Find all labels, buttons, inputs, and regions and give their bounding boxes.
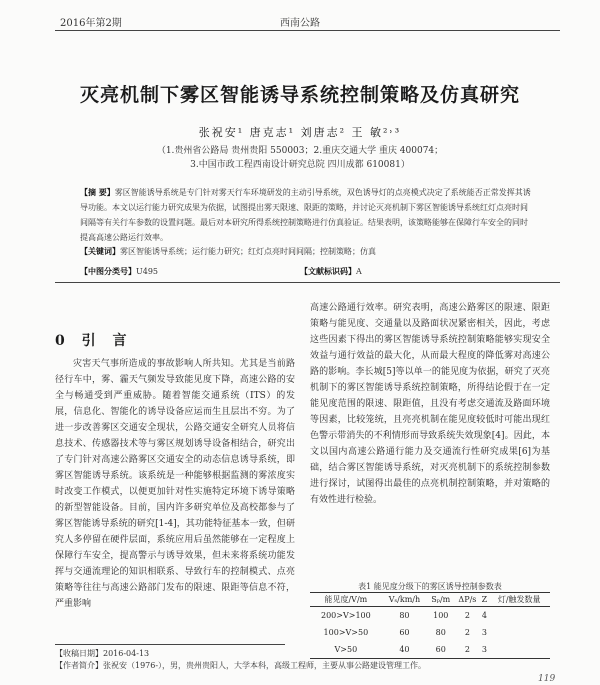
classification-label: 【中图分类号】 xyxy=(80,266,136,276)
table-cell xyxy=(488,641,550,659)
table-header-cell: 灯/触发数量 xyxy=(488,593,550,607)
affiliation-line-2: 3.中国市政工程西南设计研究总院 四川成都 610081） xyxy=(190,160,410,170)
table-cell: V>50 xyxy=(310,641,382,659)
table-caption: 表1 能见度分级下的雾区诱导控制参数表 xyxy=(358,582,502,591)
page-number: 119 xyxy=(538,674,556,684)
table-cell xyxy=(488,607,550,625)
table-cell: 100 xyxy=(433,611,449,620)
table-cell: 60 xyxy=(427,641,454,659)
keywords-text: 雾区智能诱导系统；运行能力研究；红灯点亮时间间隔；控制策略；仿真 xyxy=(120,247,376,256)
table-cell: 4 xyxy=(481,611,487,620)
journal-name: 西南公路 xyxy=(280,18,320,29)
received-date: 【收稿日期】2016-04-13 xyxy=(55,649,150,658)
section-heading xyxy=(55,330,133,350)
table-cell xyxy=(488,624,550,641)
table-row xyxy=(310,624,550,641)
document-code-label: 【文献标识码】 xyxy=(300,266,356,276)
table-cell: 200>V>100 xyxy=(321,611,371,620)
footnote-rule xyxy=(55,644,285,645)
classification-value: U495 xyxy=(136,267,159,276)
header-rule xyxy=(55,30,560,31)
table-cell: 40 xyxy=(382,641,427,659)
left-column xyxy=(55,356,295,612)
table-row xyxy=(310,607,550,625)
parameter-table xyxy=(310,592,550,659)
body-paragraph: 高速公路通行效率。研究表明，高速公路雾区的限速、限距策略与能见度、交通量以及路面状况紧密相关，因此，考虑这些因素下得出的雾区智能诱导系统控制策略能够实现安全效益与通行效益的最大化，从而最大程度的降低雾对高速公路的影响。李长城[5]等以单一的能见度为依据，研究了灭亮机制下的雾区智能诱导系统控制策略，所得结论假于在一定能见度范围的限速、限距值，且没有考虑交通流及路面环境等因素，比较笼统，且亮亮机制在能见度较低时可能出现红色警示带消失的不利情形而导致系统失效现象[4]。因此，本文以国内高速公路通行能力及交通流行性研究成果[6]为基础，结合雾区智能诱导系统，对灭亮机制下的系统控制参数进行探讨，试图得出最佳的点亮机制控制策略，并对策略的有效性进行检验。 xyxy=(310,303,550,505)
table-header-cell: Sₚ/m xyxy=(427,593,454,607)
document-code-value: A xyxy=(356,267,362,276)
affiliation-line-1: （1.贵州省公路局 贵州贵阳 550003；2.重庆交通大学 重庆 400074； xyxy=(156,146,444,156)
table-cell: 80 xyxy=(399,611,410,620)
table-header-row xyxy=(310,593,550,607)
table-cell: 60 xyxy=(399,628,410,637)
table-cell: 2 xyxy=(464,628,470,637)
issue-label: 2016年第2期 xyxy=(60,18,122,29)
abstract-rule xyxy=(55,282,560,283)
section-number: 0 xyxy=(55,333,71,349)
document-code xyxy=(300,266,362,277)
table-header-cell: Z xyxy=(480,593,488,607)
abstract-text: 雾区智能诱导系统是专门针对雾天行车环境研发的主动引导系统，双色诱导灯的点亮模式决定了系统能否正常发挥其诱导功能。本文以运行能力研究成果为依据，试图提出雾天限速、限距的策略，并讨论灭亮机制下雾区智能诱导系统红灯点亮时间间隔等有关行车参数的设置问题。最后对本研究所得系统控制策略进行仿真验证。结果表明，该策略能够在保障行车安全的同时提高高速公路运行效率。 xyxy=(80,188,531,242)
table-cell: 80 xyxy=(435,628,446,637)
body-paragraph: 灾害天气事所造成的事故影响人所共知。尤其是当前路径行车中，雾、霾天气频发导致能见度下降，高速公路的安全与畅通受到严重威胁。随着智能交通系统（ITS）的发展，信息化、智能化的诱导设备应运而生且层出不穷。为了进一步改善雾区交通安全现状，公路交通安全研究人员将信息技术、传感器技术等与雾区规划诱导设备相结合，研究出了专门针对高速公路雾区交通安全的动态信息诱导系统，即雾区智能诱导系统。该系统是一种能够根据监测的雾浓度实时改变工作模式，以便更加针对性实施特定环境下诱导策略的新型智能设备。目前，国内许多研究单位及高校都参与了雾区智能诱导系统的研究[1-4]，其功能特征基本一致，但研究人多停留在硬件层面，系统应用后虽然能够在一定程度上保障行车安全，提高警示与诱导效果，但未来将系统功能发挥与交通流理论的知识相联系、导致行车的控制模式、点亮策略等往往与高速公路部门发布的限速、限距等信息不符，严重影响 xyxy=(55,359,295,609)
section-title: 引 言 xyxy=(81,333,133,349)
table-header-cell: Vₛ/km/h xyxy=(382,593,427,607)
right-column xyxy=(310,300,550,508)
paper-title: 灭亮机制下雾区智能诱导系统控制策略及仿真研究 xyxy=(79,84,520,106)
author-list: 张祝安¹ 唐克志¹ 刘唐志² 王 敏²˒³ xyxy=(198,126,402,139)
classification xyxy=(80,266,158,277)
abstract-label: 【摘 要】 xyxy=(80,187,115,197)
table-header-cell: 能见度/V/m xyxy=(310,593,382,607)
table-cell: 3 xyxy=(481,628,487,637)
table-row xyxy=(310,641,550,659)
table-cell: 2 xyxy=(464,611,470,620)
table-cell: 2 xyxy=(454,641,480,659)
abstract xyxy=(80,185,535,245)
keywords xyxy=(80,246,535,257)
author-bio: 【作者简介】张祝安（1976-），男，贵州贵阳人，大学本科，高级工程师，主要从事公路建设管理工作。 xyxy=(55,661,427,670)
table-cell: 100>V>50 xyxy=(323,628,369,637)
keywords-label: 【关键词】 xyxy=(80,246,120,256)
table-cell: 3 xyxy=(480,641,488,659)
table-header-cell: ΔP/s xyxy=(454,593,480,607)
